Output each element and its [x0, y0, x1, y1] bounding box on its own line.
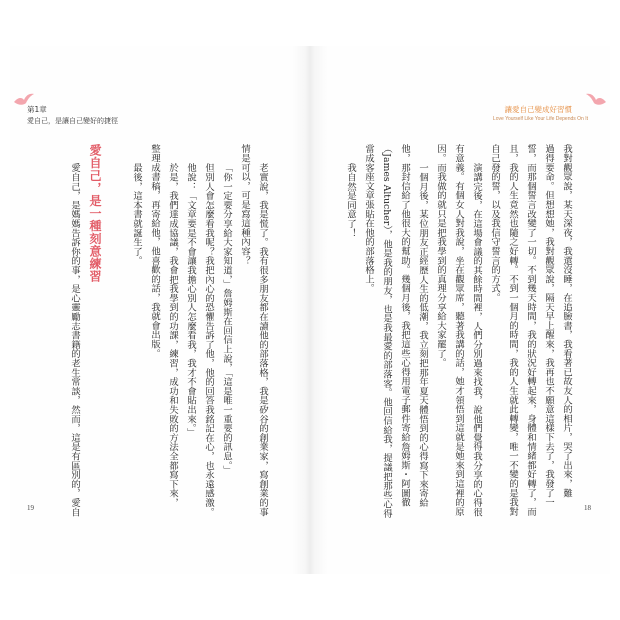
right-page-paragraphs [341, 144, 575, 534]
text-column: 但別人會怎麼看我呢？我把內心的恐懼告訴了他，他的回答我銘記在心，也永遠感激。 [203, 162, 214, 516]
running-subtitle: Love Yourself Like Your Life Depends On It [492, 116, 588, 122]
chapter-label: 第1章 [27, 105, 47, 114]
text-column: 且，我的人生竟然也隨之好轉。不到一個月的時間，我的人生就此轉變，唯一不變的是我對 [507, 144, 518, 516]
text-column: 「你一定要分享給大家知道，」詹姆斯在回信上說，「這是唯一重要的訊息。」 [221, 162, 232, 475]
chapter-title: 愛自己，是讓自己變好的捷徑 [27, 117, 118, 125]
paragraph [235, 144, 271, 534]
text-column: 有意義。有個女人對我說，坐在觀眾席，聽著我講的話，她才領悟到這就是她來到這裡的原 [453, 144, 464, 516]
paragraph [485, 144, 575, 534]
section-heading: 愛自己，是一種刻意練習 [88, 144, 102, 283]
paragraph [359, 144, 431, 534]
text-column: 過得要命。但想想她，我對觀眾說，隔天早上醒來，我再也不願意這樣下去了，我發了一 [543, 144, 554, 507]
paragraphs-before-heading [127, 144, 271, 534]
text-column: （James Altucher），他是我的朋友，也是我最愛的部落客。他回信給我，提議把那些心得 [381, 144, 392, 519]
paragraph [217, 144, 235, 534]
text-column: 老實說，我是慌了。我有很多朋友都在讀他的部落格，我是矽谷的創業家，寫創業的事 [257, 162, 268, 516]
text-column: 情是可以，可是寫這種內容？ [239, 144, 250, 265]
text-column: 因。而我做的就只是把我學到的真理分享給大家罷了。 [435, 144, 446, 368]
text-column: 我對觀眾說，某天深夜，我還沒睡，在追臉書，我看著已故友人的相片，哭了出來，難 [561, 144, 572, 498]
text-column: 誓，而那個誓言改變了一切。不到幾天時間，我的狀況好轉起來，身體和情緒都好轉了，而 [525, 144, 536, 516]
text-column: 當成客座文章張貼在他的部落格上。 [363, 144, 374, 293]
bird-icon [585, 92, 607, 108]
paragraph [65, 144, 83, 534]
text-column: 他說：「文章要是不會讓我擔心別人怎麼看我，我才不會貼出來。」 [185, 162, 196, 437]
paragraph [431, 144, 485, 534]
text-column: 整理成書稿，再寄給他，他喜歡的話，我就會出版。 [149, 144, 160, 358]
page-number-right: 18 [584, 504, 591, 512]
paragraph [127, 144, 145, 534]
page-number-left: 19 [27, 504, 34, 512]
text-column: 一個月後，某位朋友正經歷人生的低潮，我立刻把那年夏天體悟到的心得寫下來寄給 [417, 162, 428, 507]
text-column: 他，那封信給了他很大的幫助。幾個月後，我把這些心得用電子郵件寄給詹姆斯・阿圖徹 [399, 144, 410, 507]
text-column: 於是，我們達成協議，我會把我學到的功課，練習，成功和失敗的方法全都寫下來， [167, 162, 178, 507]
text-column: 我自然是同意了！ [345, 162, 356, 237]
paragraph [181, 144, 199, 534]
paragraphs-after-heading [65, 144, 83, 534]
text-column: 演講完後，在這場會議的其餘時間裡，人們分別過來找我，說他們覺得我分享的心得很 [471, 162, 482, 516]
running-title: 讓愛自己變成好習慣 [504, 105, 572, 114]
paragraph [341, 144, 359, 534]
paragraph [199, 144, 217, 534]
text-column: 最後，這本書就誕生了。 [131, 162, 142, 265]
text-column: 愛自己，是媽媽告訴你的事，是心靈勵志書籍的老生常談，然而，這是有區別的，愛自 [69, 162, 80, 516]
right-page-text [335, 144, 575, 534]
book-gutter [292, 46, 328, 574]
text-column: 自己發的誓，以及我信守誓言的方式。 [489, 144, 500, 303]
left-page-text [59, 144, 271, 534]
paragraph [145, 144, 181, 534]
